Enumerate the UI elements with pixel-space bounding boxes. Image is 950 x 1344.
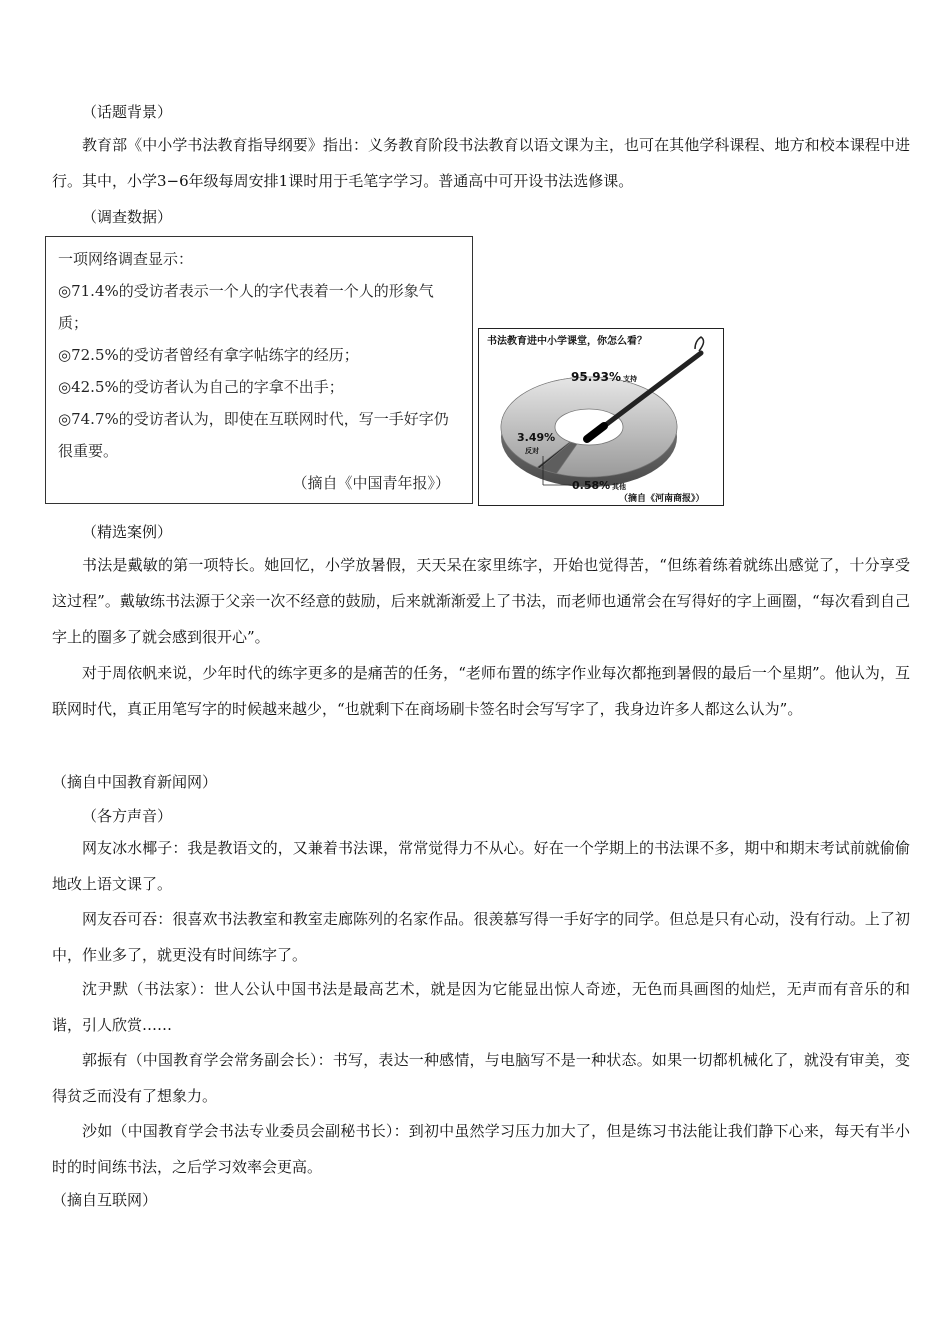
survey-item: ◎74.7%的受访者认为，即使在互联网时代，写一手好字仍很重要。 <box>58 410 449 460</box>
cases-source: （摘自中国教育新闻网） <box>52 773 218 791</box>
survey-item: ◎71.4%的受访者表示一个人的字代表着一个人的形象气质； <box>58 282 434 332</box>
label-support: 支持 <box>623 375 637 383</box>
chart-title: 书法教育进中小学课堂，你怎么看？ <box>487 336 647 347</box>
donut-chart <box>478 328 724 506</box>
heading-cases: （精选案例） <box>82 523 173 541</box>
survey-item: ◎72.5%的受访者曾经有拿字帖练字的经历； <box>58 346 359 364</box>
label-other-value: 0.58% <box>572 479 611 492</box>
heading-survey: （调查数据） <box>82 208 173 226</box>
brush-loop <box>695 337 704 351</box>
survey-box <box>45 236 473 504</box>
chart-svg <box>479 329 723 505</box>
voice-paragraph: 沈尹默（书法家）：世人公认中国书法是最高艺术，就是因为它能显出惊人奇迹，无色而具画图的灿烂，无声而有音乐的和谐，引人欣赏…… <box>52 980 910 1034</box>
voice-paragraph: 郭振有（中国教育学会常务副会长）：书写，表达一种感情，与电脑写不是一种状态。如果一切都机械化了，就没有审美，变得贫乏而没有了想象力。 <box>52 1051 910 1105</box>
case-paragraph: 对于周依帆来说，少年时代的练字更多的是痛苦的任务，“老师布置的练字作业每次都拖到暑假的最后一个星期”。他认为，互联网时代，真正用笔写字的时候越来越少，“也就剩下在商场刷卡签名时会写写字了，我身边许多人都这么认为”。 <box>52 664 910 718</box>
case-paragraph: 书法是戴敏的第一项特长。她回忆，小学放暑假，天天呆在家里练字，开始也觉得苦，“但练着练着就练出感觉了，十分享受这过程”。戴敏练书法源于父亲一次不经意的鼓励，后来就渐渐爱上了书法，而老师也通常会在写得好的字上画圈，“每次看到自己字上的圈多了就会感到很开心”。 <box>52 556 910 646</box>
heading-voices: （各方声音） <box>82 807 173 825</box>
survey-intro: 一项网络调查显示： <box>58 250 194 268</box>
survey-item: ◎42.5%的受访者认为自己的字拿不出手； <box>58 378 344 396</box>
voice-paragraph: 网友冰水椰子：我是教语文的，又兼着书法课，常常觉得力不从心。好在一个学期上的书法课不多，期中和期末考试前就偷偷地改上语文课了。 <box>52 839 910 893</box>
voices-source: （摘自互联网） <box>52 1191 158 1209</box>
voice-paragraph: 沙如（中国教育学会书法专业委员会副秘书长）：到初中虽然学习压力加大了，但是练习书法能让我们静下心来，每天有半小时的时间练书法，之后学习效率会更高。 <box>52 1122 910 1176</box>
label-other: 其他 <box>612 483 626 491</box>
heading-background: （话题背景） <box>82 103 173 121</box>
survey-source: （摘自《中国青年报》） <box>292 474 450 492</box>
voice-paragraph: 网友吞可吞：很喜欢书法教室和教室走廊陈列的名家作品。很羡慕写得一手好字的同学。但总是只有心动，没有行动。上了初中，作业多了，就更没有时间练字了。 <box>52 910 910 964</box>
label-oppose: 反对 <box>525 447 539 455</box>
background-paragraph: 教育部《中小学书法教育指导纲要》指出：义务教育阶段书法教育以语文课为主，也可在其他学科课程、地方和校本课程中进行。其中，小学3−6年级每周安排1课时用于毛笔字学习。普通高中可开设书法选修课。 <box>52 136 910 190</box>
label-support-value: 95.93% <box>571 370 621 384</box>
chart-source: （摘自《河南商报》） <box>619 494 705 504</box>
label-oppose-value: 3.49% <box>517 431 556 444</box>
